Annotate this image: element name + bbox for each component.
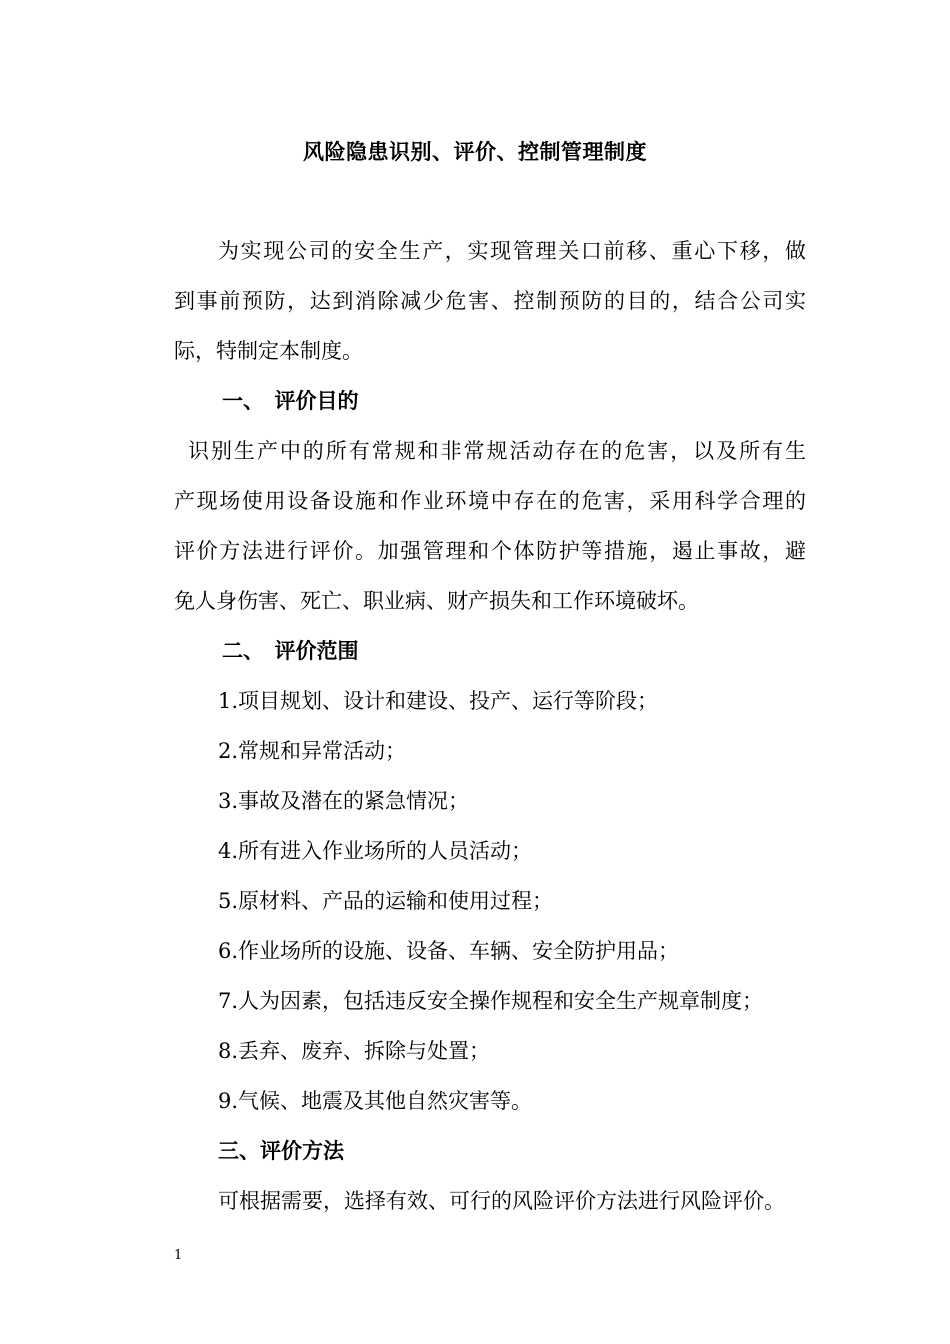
scope-item-7: 7.人为因素，包括违反安全操作规程和安全生产规章制度；: [218, 989, 764, 1013]
section-1-line-2: 产现场使用设备设施和作业环境中存在的危害，采用科学合理的: [174, 489, 806, 513]
scope-item-4: 4.所有进入作业场所的人员活动；: [218, 839, 533, 863]
scope-item-3: 3.事故及潜在的紧急情况；: [218, 789, 470, 813]
intro-line-1: 为实现公司的安全生产，实现管理关口前移、重心下移，做: [218, 239, 806, 263]
scope-item-1: 1.项目规划、设计和建设、投产、运行等阶段；: [218, 689, 659, 713]
intro-line-2: 到事前预防，达到消除减少危害、控制预防的目的，结合公司实: [174, 289, 806, 313]
section-1-line-4: 免人身伤害、死亡、职业病、财产损失和工作环境破坏。: [174, 589, 699, 613]
page-number: 1: [174, 1248, 183, 1263]
scope-item-6: 6.作业场所的设施、设备、车辆、安全防护用品；: [218, 939, 680, 963]
scope-item-9: 9.气候、地震及其他自然灾害等。: [218, 1089, 533, 1113]
document-title: 风险隐患识别、评价、控制管理制度: [303, 139, 647, 164]
intro-line-3: 际，特制定本制度。: [174, 339, 363, 363]
scope-item-2: 2.常规和异常活动；: [218, 739, 407, 763]
scope-item-8: 8.丢弃、废弃、拆除与处置；: [218, 1039, 491, 1063]
section-1-line-3: 评价方法进行评价。加强管理和个体防护等措施，遏止事故，避: [174, 539, 806, 563]
section-1-line-1: 识别生产中的所有常规和非常规活动存在的危害，以及所有生: [188, 439, 806, 463]
section-3-line-1: 可根据需要，选择有效、可行的风险评价方法进行风险评价。: [218, 1189, 785, 1213]
scope-item-5: 5.原材料、产品的运输和使用过程；: [218, 889, 554, 913]
section-2-heading: 二、 评价范围: [222, 638, 359, 663]
section-1-heading: 一、 评价目的: [222, 388, 359, 413]
section-3-heading: 三、评价方法: [218, 1138, 344, 1163]
